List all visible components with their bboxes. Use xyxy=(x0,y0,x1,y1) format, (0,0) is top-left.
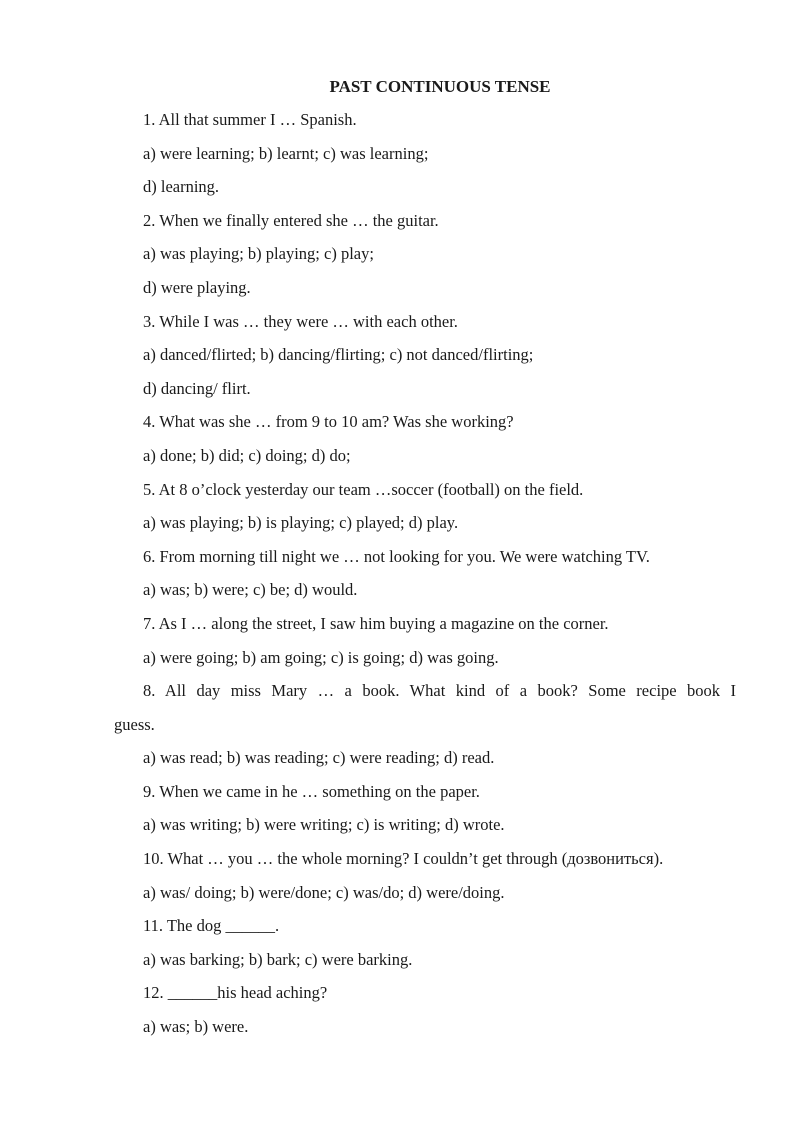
answer-options-12: a) was; b) were. xyxy=(143,1017,249,1037)
answer-options-1-line-1: a) were learning; b) learnt; c) was learning; xyxy=(143,143,429,163)
question-3: 3. While I was … they were … with each other. xyxy=(143,311,458,331)
question-8-line-1: 8. All day miss Mary … a book. What kind of a book? Some recipe book I xyxy=(143,681,736,701)
answer-options-9: a) was writing; b) were writing; c) is writing; d) wrote. xyxy=(143,815,505,835)
answer-options-11: a) was barking; b) bark; c) were barking. xyxy=(143,949,413,969)
question-12: 12. ______his head aching? xyxy=(143,983,328,1003)
answer-options-1-line-2: d) learning. xyxy=(143,177,220,197)
question-2: 2. When we finally entered she … the guitar. xyxy=(143,210,439,230)
question-9: 9. When we came in he … something on the paper. xyxy=(143,781,480,801)
answer-options-5: a) was playing; b) is playing; c) played; d) play. xyxy=(143,513,459,533)
question-7: 7. As I … along the street, I saw him buying a magazine on the corner. xyxy=(143,613,609,633)
answer-options-2-line-2: d) were playing. xyxy=(143,277,251,297)
question-10: 10. What … you … the whole morning? I couldn’t get through (дозвониться). xyxy=(143,849,664,869)
answer-options-7: a) were going; b) am going; c) is going; d) was going. xyxy=(143,647,499,667)
worksheet-page xyxy=(114,76,736,1050)
question-8-line-2: guess. xyxy=(114,714,155,734)
question-11: 11. The dog ______. xyxy=(143,916,280,936)
answer-options-10: a) was/ doing; b) were/done; c) was/do; d) were/doing. xyxy=(143,882,505,902)
question-4: 4. What was she … from 9 to 10 am? Was she working? xyxy=(143,412,514,432)
answer-options-2-line-1: a) was playing; b) playing; c) play; xyxy=(143,244,374,264)
page-title: PAST CONTINUOUS TENSE xyxy=(329,77,551,96)
answer-options-3-line-2: d) dancing/ flirt. xyxy=(143,378,251,398)
answer-options-3-line-1: a) danced/flirted; b) dancing/flirting; c) not danced/flirting; xyxy=(143,345,534,365)
question-6: 6. From morning till night we … not looking for you. We were watching TV. xyxy=(143,546,650,566)
question-1: 1. All that summer I … Spanish. xyxy=(143,110,357,129)
question-5: 5. At 8 o’clock yesterday our team …soccer (football) on the field. xyxy=(143,479,584,499)
answer-options-6: a) was; b) were; c) be; d) would. xyxy=(143,580,358,600)
answer-options-8: a) was read; b) was reading; c) were reading; d) read. xyxy=(143,748,495,768)
answer-options-4: a) done; b) did; c) doing; d) do; xyxy=(143,445,351,465)
